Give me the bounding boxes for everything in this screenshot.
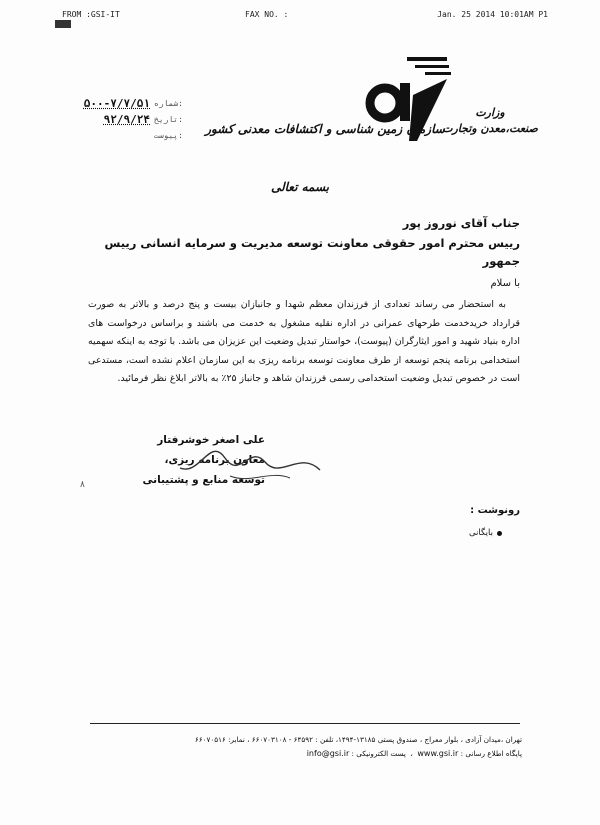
organization-name: سازمان زمین شناسی و اکتشافات معدنی کشور: [205, 122, 445, 136]
page-mark: ۸: [80, 480, 85, 490]
body-paragraph: به استحضار می رساند تعدادی از فرزندان معظم شهدا و جانبازان بیست و پنج درصد و بالاتر به صورت قرارداد خریدخدمت طرحهای عمرانی در اداره نقلیه مشغول به خدمت می باشند و براساس درخواست های اداره بنیاد شهید و امور ایثارگران (پیوست)، خواستار تبدیل وضعیت این عزیزان می باشد. با توجه به اینکه سهمیه استخدامی برنامه پنجم توسعه از طرف معاونت توسعه برنامه ریزی به این سازمان اعلام نشده است، مستدعی است در خصوص تبدیل وضعیت استخدامی رسمی فرزندان شاهد و جانباز ۲۵٪ به بالاتر ابلاغ نظر فرمائید.: [88, 299, 520, 384]
fax-date: Jan. 25 2014 10:01AM P1: [437, 10, 548, 19]
date-label: تاریخ:: [154, 114, 183, 124]
letter-date: ۹۲/۹/۲۴: [103, 112, 150, 126]
fax-header: [0, 10, 600, 24]
recipient-title: رییس محترم امور حقوقی معاونت توسعه مدیریت و سرمایه انسانی رییس جمهور: [104, 236, 520, 268]
footer: [72, 733, 522, 761]
recipient-block: [80, 212, 520, 270]
ministry-line-1: وزارت: [475, 106, 505, 119]
cc-item: [469, 528, 502, 538]
cc-list: [469, 528, 502, 538]
recipient-name: جناب آقای نوروز پور: [402, 216, 520, 230]
cc-label: رونوشت :: [470, 505, 520, 516]
basmala: بسمه تعالی: [270, 180, 330, 194]
footer-contacts: پایگاه اطلاع رسانی : www.gsi.ir ، پست الکترونیکی : info@gsi.ir: [306, 749, 522, 758]
fax-redaction-block: [55, 20, 71, 28]
ministry-line-2: صنعت،معدن وتجارت: [442, 122, 538, 135]
letter-meta: [60, 95, 183, 143]
number-label: شماره:: [154, 98, 183, 108]
letter-body: [88, 296, 520, 389]
footer-divider: [90, 723, 520, 724]
signer-role-line-1: معاون برنامه ریزی،: [164, 454, 265, 466]
fax-from: FROM :GSI-IT: [62, 10, 120, 19]
salutation: با سلام: [490, 278, 520, 289]
fax-number: FAX NO. :: [245, 10, 289, 19]
email-label: پست الکترونیکی :: [351, 749, 406, 758]
website-label: پایگاه اطلاع رسانی :: [460, 749, 522, 758]
email-link[interactable]: info@gsi.ir: [306, 749, 350, 758]
attachment-label: پیوست:: [154, 130, 183, 140]
bullet-icon: [497, 531, 502, 536]
signer-name: علی اصغر خوشرفتار: [157, 434, 265, 446]
letter-number: ۵۰۰-۷/۷/۵۱: [83, 96, 150, 110]
footer-address: تهران ،میدان آزادی ، بلوار معراج ، صندوق پستی ۱۳۱۸۵-۱۴۹۴، تلفن : ۶۴۵۹۲ - ۶۶۰۷۰۳۱۰۸ ، نمابر: ۶۶۰۷۰۵۱۶: [194, 735, 522, 744]
cc-item-label: بایگانی: [468, 528, 493, 538]
signer-role-line-2: توسعه منابع و پشتیبانی: [142, 474, 265, 486]
signature-scribble-icon: [170, 440, 330, 490]
website-link[interactable]: www.gsi.ir: [417, 749, 459, 758]
meta-number-row: [60, 95, 183, 111]
meta-attachment-row: [60, 127, 183, 143]
meta-date-row: [60, 111, 183, 127]
